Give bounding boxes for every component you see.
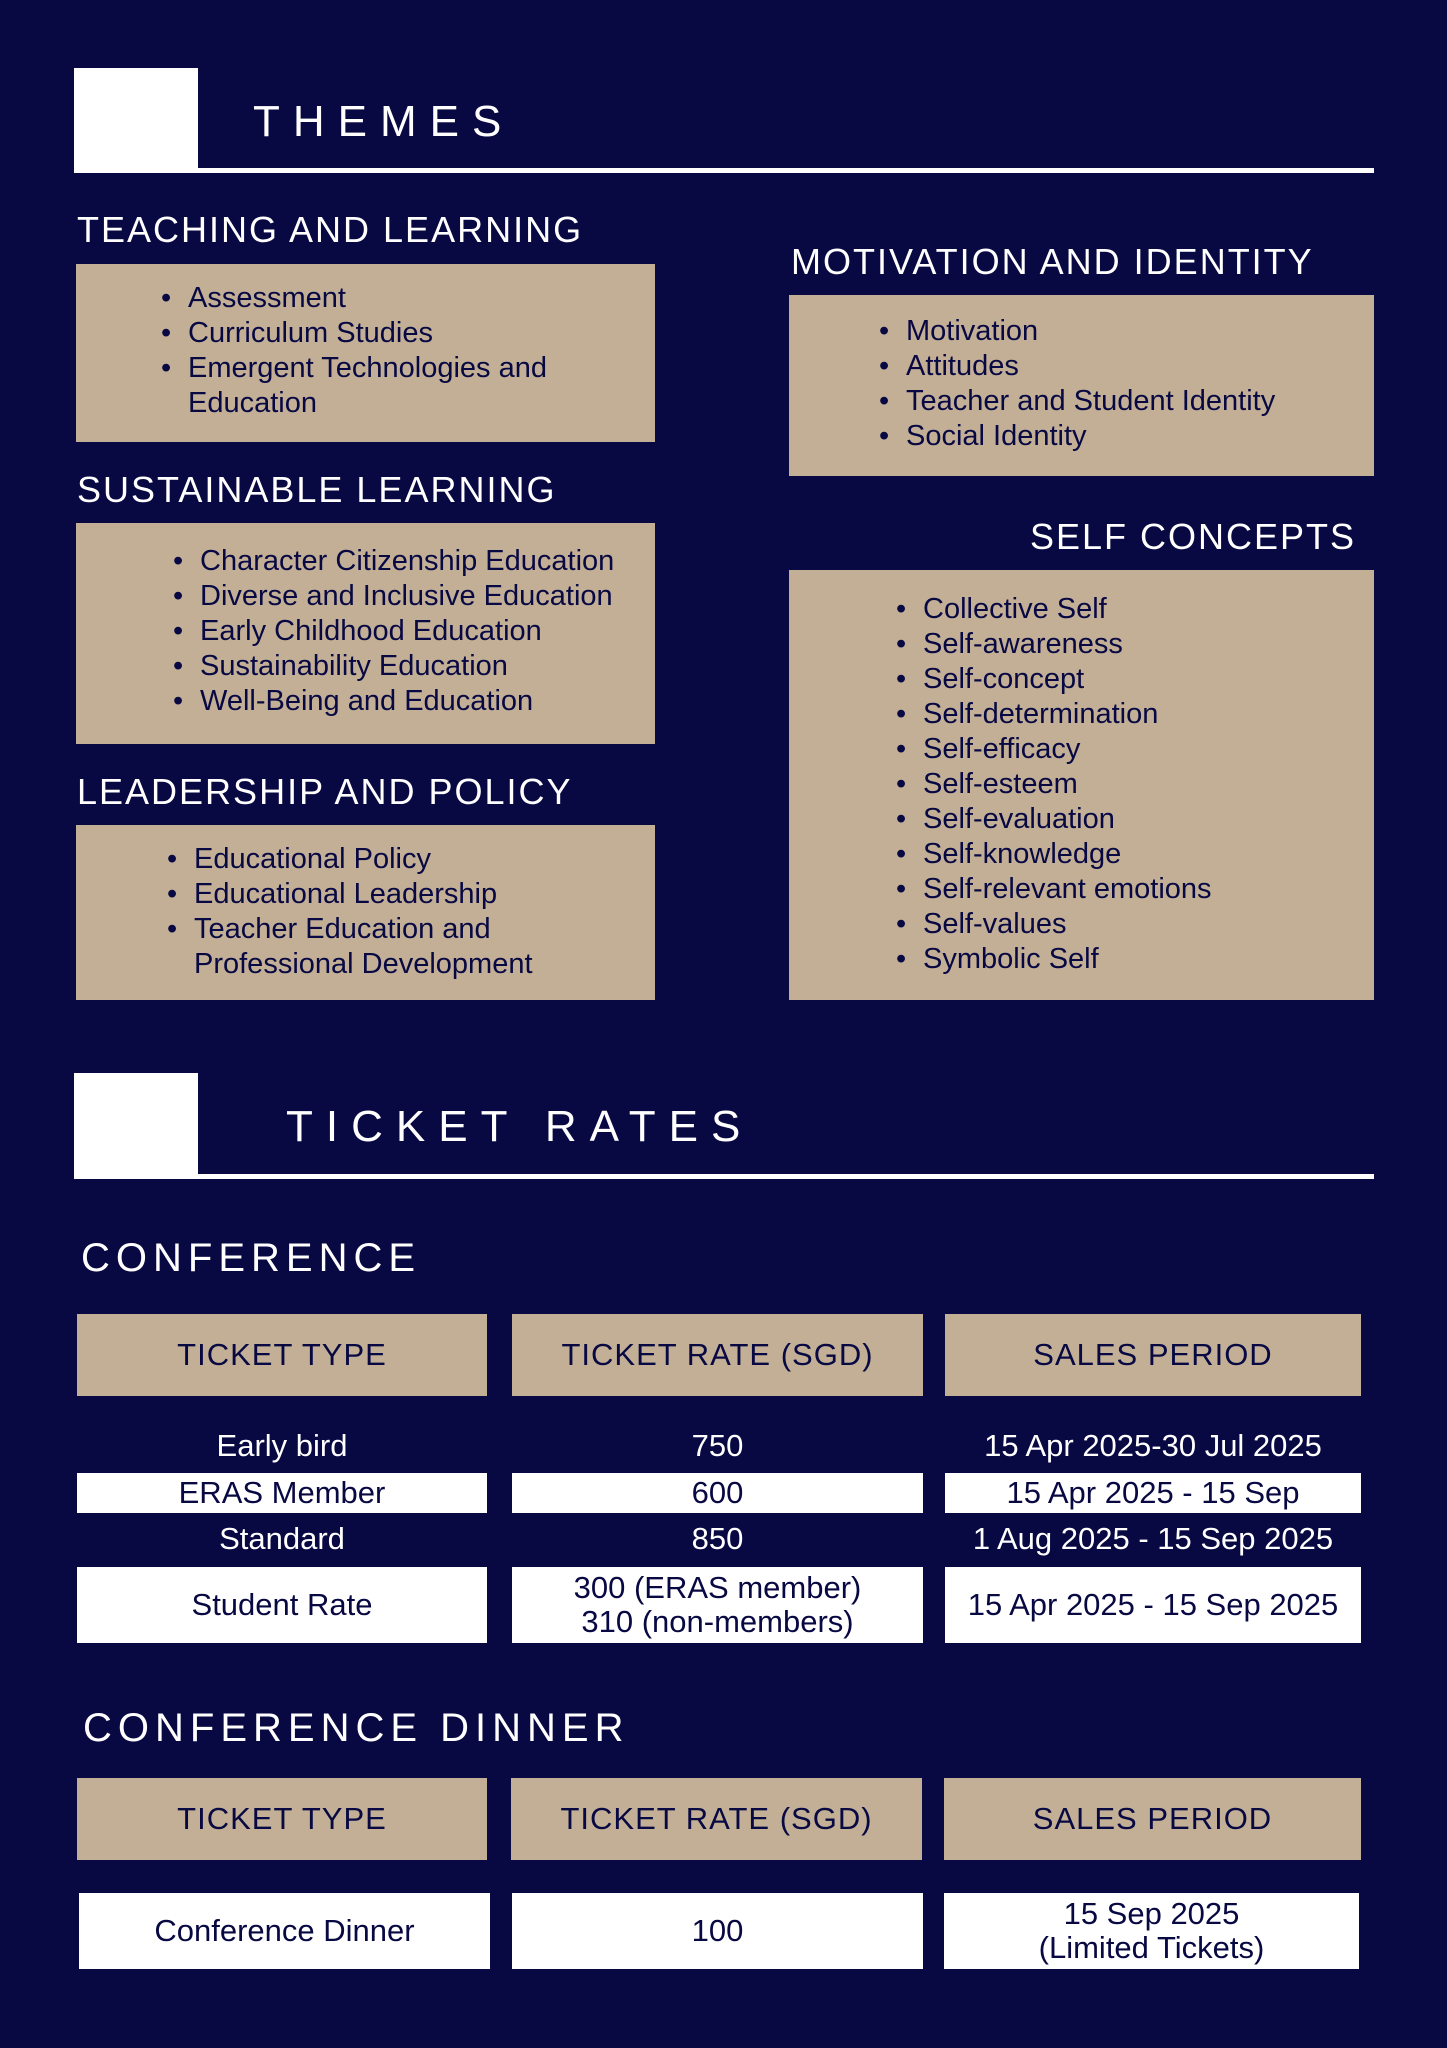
list-item: • Curriculum Studies [161, 316, 621, 351]
dinner-row-rate: 100 [512, 1893, 923, 1969]
list-item: • Self-relevant emotions [896, 872, 1374, 907]
list-item: • Emergent Technologies and Education [161, 351, 621, 421]
dinner-period-date: 15 Sep 2025 [1063, 1896, 1240, 1931]
list-item: • Diverse and Inclusive Education [173, 579, 655, 614]
conference-row-standard-type: Standard [219, 1521, 345, 1556]
conference-row-early-bird-type: Early bird [216, 1428, 348, 1463]
list-item: • Educational Leadership [167, 877, 597, 912]
conference-dinner-title: CONFERENCE DINNER [83, 1706, 630, 1750]
conference-row-early-bird-rate: 750 [691, 1428, 744, 1463]
list-item: • Teacher Education and Professional Development [167, 912, 597, 982]
teaching-learning-title: TEACHING AND LEARNING [77, 209, 584, 250]
dinner-row-period [944, 1893, 1359, 1969]
conference-header-ticket-rate: TICKET RATE (SGD) [512, 1314, 923, 1396]
motivation-identity-title: MOTIVATION AND IDENTITY [791, 241, 1314, 282]
conference-row-standard-rate: 850 [691, 1521, 744, 1556]
sustainable-learning-list [173, 544, 655, 719]
conference-row-eras-member-period: 15 Apr 2025 - 15 Sep [945, 1473, 1361, 1513]
dinner-header-ticket-rate: TICKET RATE (SGD) [511, 1778, 922, 1860]
list-item: • Self-efficacy [896, 732, 1374, 767]
list-item: • Self-determination [896, 697, 1374, 732]
list-item: • Social Identity [879, 419, 1374, 454]
teaching-learning-list [161, 281, 621, 421]
ticket-rates-section-marker [74, 1073, 198, 1177]
leadership-policy-box [76, 825, 655, 1000]
leadership-policy-title: LEADERSHIP AND POLICY [77, 771, 573, 812]
list-item: • Self-evaluation [896, 802, 1374, 837]
student-rate-members: 300 (ERAS member) [573, 1570, 862, 1605]
list-item: • Sustainability Education [173, 649, 655, 684]
list-item: • Self-concept [896, 662, 1374, 697]
teaching-learning-box [76, 264, 655, 442]
conference-row-student-rate [512, 1567, 923, 1643]
leadership-policy-list [167, 842, 597, 982]
conference-row-student-period: 15 Apr 2025 - 15 Sep 2025 [945, 1567, 1361, 1643]
conference-header-sales-period: SALES PERIOD [945, 1314, 1361, 1396]
conference-row-early-bird-period: 15 Apr 2025-30 Jul 2025 [984, 1428, 1322, 1463]
list-item: • Motivation [879, 314, 1374, 349]
self-concepts-title: SELF CONCEPTS [1030, 516, 1357, 557]
list-item: • Collective Self [896, 592, 1374, 627]
list-item: • Self-awareness [896, 627, 1374, 662]
motivation-identity-box [789, 295, 1374, 476]
student-rate-non-members: 310 (non-members) [581, 1604, 854, 1639]
themes-section-marker [74, 68, 198, 171]
list-item: • Self-values [896, 907, 1374, 942]
themes-section-rule [74, 168, 1374, 173]
list-item: • Symbolic Self [896, 942, 1374, 977]
dinner-header-sales-period: SALES PERIOD [944, 1778, 1361, 1860]
conference-header-ticket-type: TICKET TYPE [77, 1314, 487, 1396]
conference-title: CONFERENCE [81, 1236, 422, 1280]
conference-row-eras-member-rate: 600 [512, 1473, 923, 1513]
list-item: • Teacher and Student Identity [879, 384, 1374, 419]
conference-row-student-type: Student Rate [77, 1567, 487, 1643]
conference-row-standard-period: 1 Aug 2025 - 15 Sep 2025 [972, 1521, 1334, 1556]
list-item: • Early Childhood Education [173, 614, 655, 649]
dinner-row-type: Conference Dinner [79, 1893, 490, 1969]
list-item: • Character Citizenship Education [173, 544, 655, 579]
dinner-header-ticket-type: TICKET TYPE [77, 1778, 487, 1860]
motivation-identity-list [879, 314, 1374, 454]
list-item: • Assessment [161, 281, 621, 316]
conference-row-eras-member-type: ERAS Member [77, 1473, 487, 1513]
list-item: • Well-Being and Education [173, 684, 655, 719]
list-item: • Educational Policy [167, 842, 597, 877]
themes-title: THEMES [253, 97, 515, 146]
ticket-rates-section-rule [74, 1174, 1374, 1179]
dinner-period-note: (Limited Tickets) [1038, 1930, 1265, 1965]
list-item: • Self-knowledge [896, 837, 1374, 872]
list-item: • Attitudes [879, 349, 1374, 384]
self-concepts-box [789, 570, 1374, 1000]
sustainable-learning-title: SUSTAINABLE LEARNING [77, 469, 557, 510]
list-item: • Self-esteem [896, 767, 1374, 802]
self-concepts-list [896, 592, 1374, 977]
ticket-rates-title: TICKET RATES [286, 1102, 754, 1151]
sustainable-learning-box [76, 523, 655, 744]
